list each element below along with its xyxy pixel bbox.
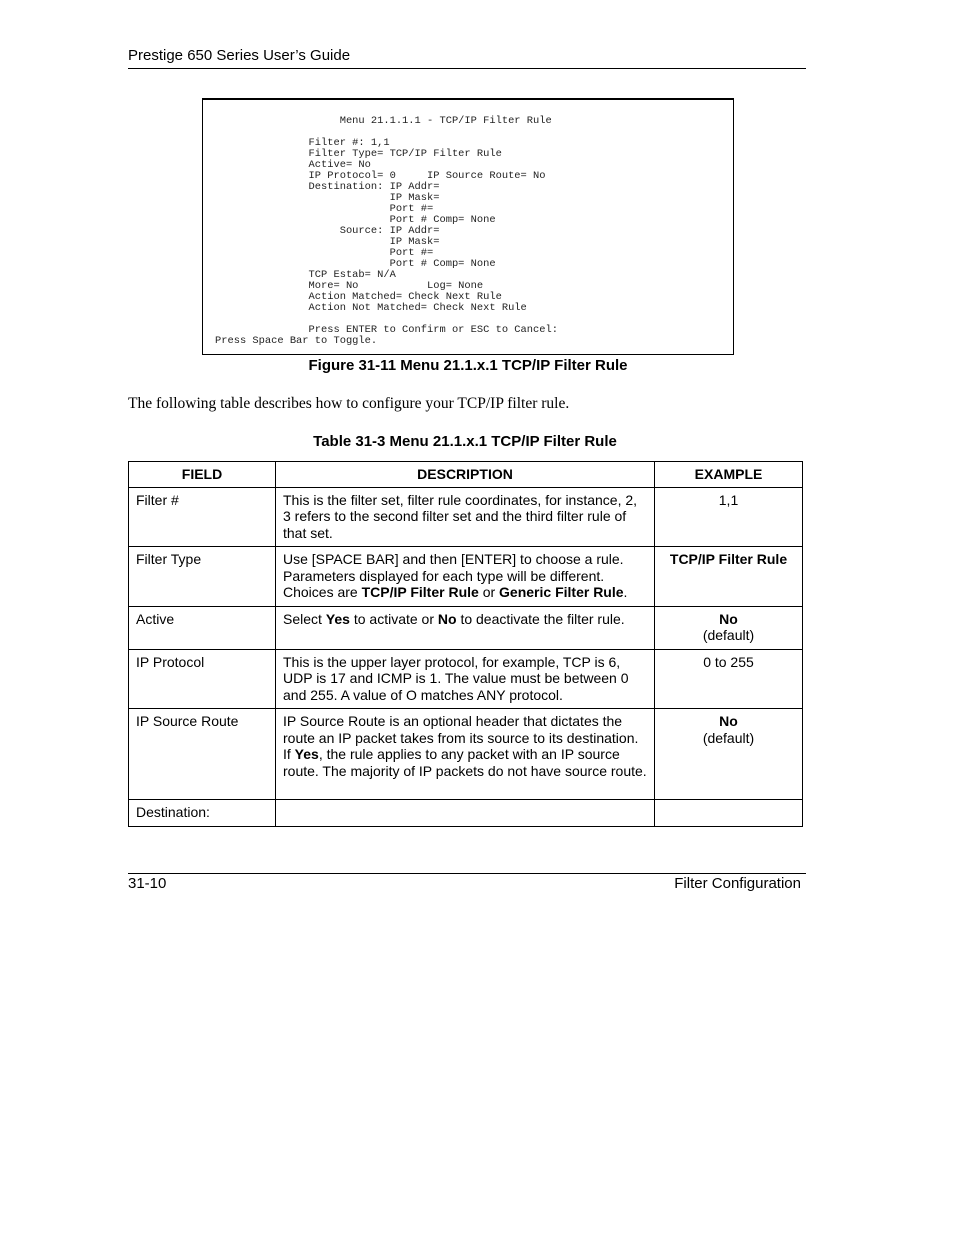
desc-bold: Generic Filter Rule	[499, 584, 624, 600]
header-description: DESCRIPTION	[276, 462, 655, 488]
cell-field: Active	[129, 606, 276, 649]
page-header-title: Prestige 650 Series User’s Guide	[128, 47, 351, 64]
terminal-screen	[202, 98, 734, 355]
table-caption: Table 31-3 Menu 21.1.x.1 TCP/IP Filter Rule	[313, 433, 617, 450]
desc-text: , the rule applies to any packet with an IP source route. The majority of IP packets do not have source route.	[283, 746, 647, 779]
cell-example	[655, 547, 803, 607]
cell-field: Destination:	[129, 800, 276, 827]
cell-field: IP Source Route	[129, 709, 276, 800]
desc-bold: Yes	[325, 610, 350, 627]
figure-caption: Figure 31-11 Menu 21.1.x.1 TCP/IP Filter Rule	[308, 357, 628, 374]
cell-field: Filter #	[129, 487, 276, 547]
cell-description: This is the upper layer protocol, for example, TCP is 6, UDP is 17 and ICMP is 1. The value must be between 0 and 255. A value of O matches ANY protocol.	[276, 649, 655, 709]
intro-paragraph: The following table describes how to configure your TCP/IP filter rule.	[128, 395, 570, 412]
example-note: (default)	[702, 627, 755, 643]
cell-example: 0 to 255	[655, 649, 803, 709]
filter-rule-table	[128, 461, 803, 827]
example-bold: TCP/IP Filter Rule	[669, 551, 788, 567]
desc-text: to activate or	[349, 610, 438, 627]
header-field: FIELD	[129, 462, 276, 488]
cell-example	[655, 606, 803, 649]
desc-text: .	[623, 584, 628, 600]
desc-bold: Yes	[294, 746, 319, 762]
table-row	[129, 649, 803, 709]
example-bold: No	[719, 713, 738, 729]
section-title: Filter Configuration	[674, 875, 801, 892]
desc-text: IP Source Route is an optional header that dictates the route an IP packet takes from its source to its destination. If	[283, 713, 639, 762]
page-number: 31-10	[128, 875, 167, 892]
desc-text: to deactivate the filter rule.	[456, 610, 625, 627]
desc-bold: TCP/IP Filter Rule	[361, 584, 479, 600]
desc-bold: No	[437, 610, 457, 627]
cell-field: Filter Type	[129, 547, 276, 607]
table-header-row	[129, 462, 803, 488]
cell-example: 1,1	[655, 487, 803, 547]
cell-description	[276, 547, 655, 607]
table-row	[129, 487, 803, 547]
cell-description	[276, 606, 655, 649]
terminal-text: Menu 21.1.1.1 - TCP/IP Filter Rule Filter #: 1,1 Filter Type= TCP/IP Filter Rule Active= No IP Protocol= 0 IP Source Route= No Destination: IP Addr= IP Mask= Port #= Port # Comp= None Source: IP Addr= IP Mask= Port #= Port # Comp= None TCP Estab= N/A More= No Log= None Action Matched= Check Next Rule Action Not Matched= Check Next Rule Press ENTER to Confirm or ESC to Cancel: Press Space Bar to Toggle.	[215, 115, 558, 347]
desc-text: Select	[283, 610, 326, 627]
table-row	[129, 606, 803, 649]
cell-example	[655, 800, 803, 827]
header-example: EXAMPLE	[655, 462, 803, 488]
example-bold: No	[719, 610, 738, 627]
example-note: (default)	[702, 729, 755, 746]
cell-example	[655, 709, 803, 800]
table-row	[129, 547, 803, 607]
footer-divider	[128, 873, 806, 874]
header-divider	[128, 68, 806, 69]
cell-description	[276, 800, 655, 827]
table-row	[129, 800, 803, 827]
desc-text: or	[478, 584, 500, 600]
desc-text: Use [SPACE BAR] and then [ENTER] to choose a rule. Parameters displayed for each type will be different. Choices are	[283, 551, 624, 600]
cell-description: This is the filter set, filter rule coordinates, for instance, 2, 3 refers to the second filter set and the third filter rule of that set.	[276, 487, 655, 547]
cell-field: IP Protocol	[129, 649, 276, 709]
cell-description	[276, 709, 655, 800]
table-row	[129, 709, 803, 800]
